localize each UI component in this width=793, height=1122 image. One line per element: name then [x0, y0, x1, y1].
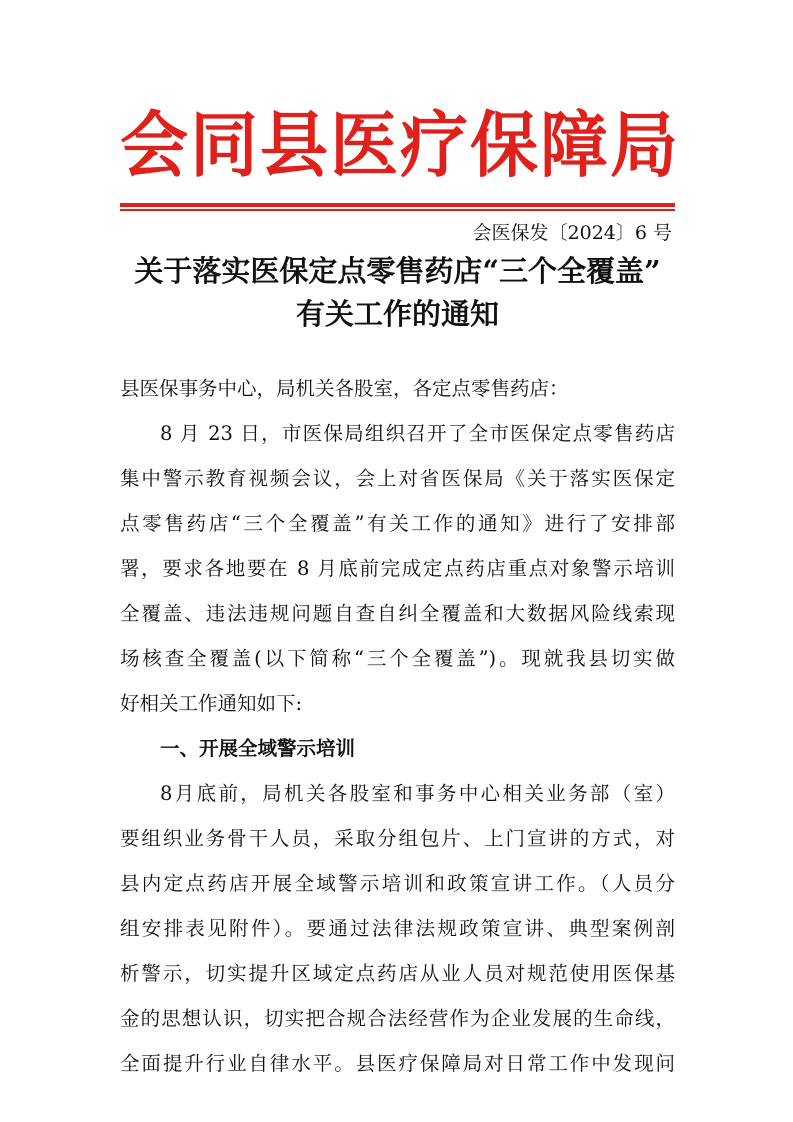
paragraph-1-line-4: 署，要求各地要在 8 月底前完成定点药店重点对象警示培训 — [120, 557, 675, 580]
paragraph-1-line-7: 好相关工作通知如下: — [120, 692, 303, 715]
paragraph-2-line-1: 8月底前，局机关各股室和事务中心相关业务部（室） — [160, 782, 675, 805]
paragraph-2-line-3: 县内定点药店开展全域警示培训和政策宣讲工作。（人员分 — [120, 872, 675, 895]
paragraph-2-line-5: 析警示，切实提升区域定点药店从业人员对规范使用医保基 — [120, 962, 675, 985]
masthead-title: 会同县医疗保障局 — [120, 104, 681, 188]
paragraph-1-line-6: 场核查全覆盖(以下简称“三个全覆盖”)。现就我县切实做 — [120, 647, 675, 670]
salutation: 县医保事务中心，局机关各股室，各定点零售药店： — [120, 377, 569, 400]
paragraph-1-line-3: 点零售药店“三个全覆盖”有关工作的通知》进行了安排部 — [120, 512, 675, 535]
masthead-rule-thin — [120, 209, 675, 211]
paragraph-2-line-6: 金的思想认识，切实把合规合法经营作为企业发展的生命线， — [120, 1007, 675, 1030]
paragraph-1-line-2: 集中警示教育视频会议，会上对省医保局《关于落实医保定 — [120, 467, 675, 490]
paragraph-1-line-1: 8 月 23 日，市医保局组织召开了全市医保定点零售药店 — [160, 422, 675, 445]
notice-title-line-1: 关于落实医保定点零售药店“三个全覆盖” — [134, 254, 661, 288]
paragraph-1-line-5: 全覆盖、违法违规问题自查自纠全覆盖和大数据风险线索现 — [120, 602, 675, 625]
section-heading-1: 一、开展全域警示培训 — [160, 737, 356, 760]
paragraph-2-line-7: 全面提升行业自律水平。县医疗保障局对日常工作中发现问 — [120, 1052, 675, 1075]
masthead-rule-thick — [120, 203, 675, 207]
paragraph-2-line-2: 要组织业务骨干人员，采取分组包片、上门宣讲的方式，对 — [120, 827, 675, 850]
notice-title-line-2: 有关工作的通知 — [295, 297, 499, 331]
document-number: 会医保发〔2024〕6 号 — [472, 222, 672, 244]
paragraph-2-line-4: 组安排表见附件）。要通过法律法规政策宣讲、典型案例剖 — [120, 917, 675, 940]
